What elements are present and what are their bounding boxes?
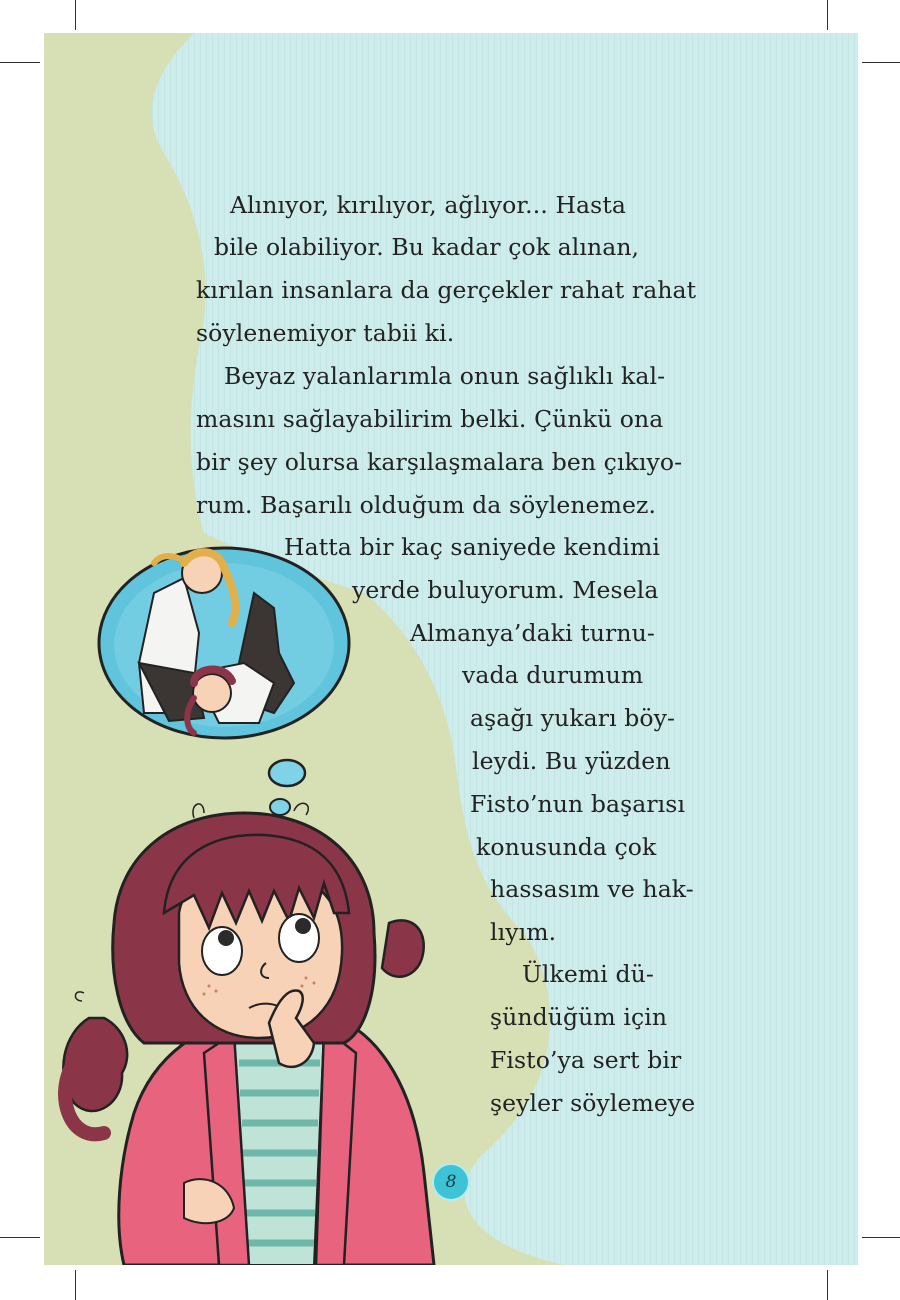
- crop-mark: [862, 1237, 900, 1238]
- text-line: bile olabiliyor. Bu kadar çok alınan,: [214, 233, 640, 261]
- text-line: şeyler söylemeye: [490, 1089, 696, 1117]
- text-line: aşağı yukarı böy-: [470, 704, 676, 732]
- text-line: masını sağlayabilirim belki. Çünkü ona: [196, 405, 664, 433]
- text-line: konusunda çok: [476, 833, 657, 861]
- text-line: şündüğüm için: [490, 1003, 668, 1031]
- text-line: Hatta bir kaç saniyede kendimi: [284, 533, 660, 561]
- text-line: bir şey olursa karşılaşmalara ben çıkıyo-: [196, 448, 683, 476]
- text-line: vada durumum: [462, 661, 644, 689]
- book-page: [44, 33, 858, 1265]
- crop-mark: [75, 1270, 76, 1300]
- text-line: Ülkemi dü-: [522, 960, 654, 988]
- text-line: Fisto’ya sert bir: [490, 1046, 682, 1074]
- text-line: lıyım.: [490, 918, 557, 946]
- text-line: hassasım ve hak-: [490, 875, 694, 903]
- girl-illustration: [63, 803, 434, 1265]
- text-line: leydi. Bu yüzden: [472, 747, 671, 775]
- illustration-layer: [44, 33, 858, 1265]
- text-line: Alınıyor, kırılıyor, ağlıyor... Hasta: [230, 191, 626, 219]
- crop-mark: [75, 0, 76, 30]
- page-number-badge: 8: [432, 1163, 470, 1201]
- crop-mark: [0, 1237, 40, 1238]
- crop-mark: [862, 62, 900, 63]
- text-line: kırılan insanlara da gerçekler rahat rahat: [196, 276, 697, 304]
- text-line: Beyaz yalanlarımla onun sağlıklı kal-: [224, 362, 666, 390]
- crop-mark: [827, 1270, 828, 1300]
- text-line: rum. Başarılı olduğum da söylenemez.: [196, 491, 657, 519]
- text-line: söylenemiyor tabii ki.: [196, 319, 455, 347]
- text-line: Fisto’nun başarısı: [470, 790, 686, 818]
- crop-mark: [827, 0, 828, 30]
- text-line: Almanya’daki turnu-: [410, 619, 655, 647]
- crop-mark: [0, 62, 40, 63]
- text-line: yerde buluyorum. Mesela: [352, 576, 659, 604]
